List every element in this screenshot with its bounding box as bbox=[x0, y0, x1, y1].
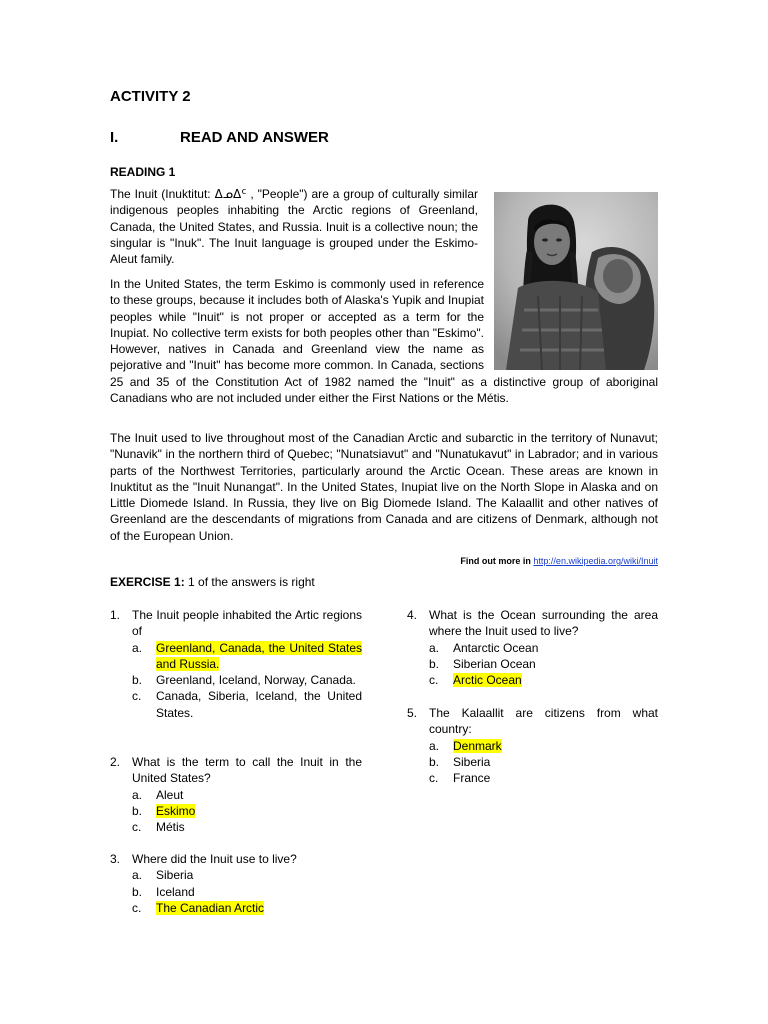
question-1 bbox=[110, 607, 362, 721]
answer-option bbox=[407, 656, 658, 672]
activity-title: ACTIVITY 2 bbox=[110, 88, 191, 105]
question-number: 3. bbox=[110, 852, 121, 866]
reading-title: READING 1 bbox=[110, 165, 176, 179]
answer-options bbox=[110, 787, 362, 836]
option-text-highlighted: Eskimo bbox=[156, 803, 196, 818]
option-letter: a. bbox=[132, 787, 143, 802]
option-text: Aleut bbox=[156, 787, 184, 802]
question-text: What is the term to call the Inuit in the United States? bbox=[132, 755, 362, 786]
option-text: France bbox=[453, 771, 491, 786]
answer-options bbox=[110, 640, 362, 721]
question-text: Where did the Inuit use to live? bbox=[132, 852, 297, 866]
option-text-highlighted: The Canadian Arctic bbox=[156, 900, 265, 915]
answer-option bbox=[110, 787, 362, 803]
answer-option bbox=[110, 688, 362, 721]
answer-option bbox=[407, 738, 658, 754]
answer-option bbox=[110, 900, 362, 916]
option-letter: b. bbox=[132, 803, 143, 818]
answer-options bbox=[110, 867, 362, 916]
answer-option bbox=[407, 770, 658, 786]
question-4 bbox=[407, 607, 658, 688]
option-text: Antarctic Ocean bbox=[453, 640, 539, 655]
option-letter: c. bbox=[429, 673, 439, 688]
question-5 bbox=[407, 705, 658, 786]
option-letter: a. bbox=[132, 868, 143, 883]
answer-option bbox=[407, 640, 658, 656]
source-prefix: Find out more in bbox=[460, 556, 534, 566]
option-text: Greenland, Iceland, Norway, Canada. bbox=[156, 673, 356, 688]
answer-option bbox=[110, 803, 362, 819]
answer-option bbox=[110, 884, 362, 900]
answer-options bbox=[407, 738, 658, 787]
reading-paragraph-2 bbox=[110, 276, 658, 406]
option-letter: c. bbox=[429, 771, 439, 786]
option-text-highlighted: Greenland, Canada, the United States and Russia. bbox=[156, 640, 362, 671]
option-letter: c. bbox=[132, 820, 142, 835]
option-letter: b. bbox=[429, 656, 440, 671]
exercise-label: EXERCISE 1: bbox=[110, 575, 185, 589]
source-link[interactable]: http://en.wikipedia.org/wiki/Inuit bbox=[533, 556, 658, 566]
question-text: The Inuit people inhabited the Artic regions of bbox=[132, 608, 362, 639]
section-number: I. bbox=[110, 129, 119, 146]
option-text: Siberia bbox=[453, 754, 491, 769]
answer-option bbox=[407, 672, 658, 688]
question-number: 4. bbox=[407, 608, 418, 622]
option-text: Métis bbox=[156, 820, 185, 835]
answer-option bbox=[407, 754, 658, 770]
option-letter: c. bbox=[132, 900, 142, 915]
section-heading bbox=[110, 129, 329, 146]
question-text: The Kalaallit are citizens from what country: bbox=[429, 706, 658, 737]
option-text: Iceland bbox=[156, 884, 195, 899]
question-2 bbox=[110, 754, 362, 835]
option-letter: b. bbox=[429, 754, 440, 769]
reading-paragraph-3: The Inuit used to live throughout most of the Canadian Arctic and subarctic in the territory of Nunavut; "Nunavik" in the northern third of Quebec; "Nunatsiavut" and "Nunatukavut" in Labrador; and in various parts of the Northwest Territories, particularly around the Arctic Ocean. These areas are known in Inuktitut as the "Inuit Nunangat". In the United States, Inupiat live on the North Slope in Alaska and on Little Diomede Island. In Russia, they live on Big Diomede Island. The Kalaallit and other natives of Greenland are the descendants of migrations from Canada and are citizens of Denmark, although not of the European Union. bbox=[110, 431, 658, 543]
exercise-heading bbox=[110, 575, 315, 589]
reading-paragraph-2-text: In the United States, the term Eskimo is commonly used in reference to these groups, because it includes both of Alaska's Yupik and Inupiat peoples while "Inuit" is not proper or accepted as a term for the Inupiat. No collective term exists for both peoples other than "Eskimo". However, natives in Canada and Greenland view the name as pejorative and "Inuit" has become more common. In Canada, sections 25 and 35 of the Constitution Act of 1982 named the "Inuit" as a distinctive group of aboriginal Canadians who are not included under either the First Nations or the Métis. bbox=[110, 277, 658, 406]
question-3 bbox=[110, 851, 362, 916]
reading-paragraph-1: The Inuit (Inuktitut: ᐃᓄᐃᑦ , "People") are a group of culturally similar indigenous peoples inhabiting the Arctic regions of Greenland, Canada, the United States, and Russia. Inuit is a collective noun; the singular is "Inuk". The Inuit language is grouped under the Eskimo-Aleut family. bbox=[110, 187, 478, 267]
option-letter: b. bbox=[132, 884, 143, 899]
option-letter: a. bbox=[429, 640, 440, 655]
option-text: Canada, Siberia, Iceland, the United States. bbox=[156, 689, 362, 720]
source-note bbox=[110, 556, 658, 566]
option-letter: a. bbox=[132, 640, 143, 655]
answer-option bbox=[110, 867, 362, 883]
exercise-instruction: 1 of the answers is right bbox=[184, 575, 315, 589]
question-text: What is the Ocean surrounding the area where the Inuit used to live? bbox=[429, 608, 658, 639]
section-title: READ AND ANSWER bbox=[180, 129, 329, 146]
answer-options bbox=[407, 640, 658, 689]
answer-option bbox=[110, 672, 362, 688]
option-text-highlighted: Arctic Ocean bbox=[453, 673, 522, 688]
option-letter: a. bbox=[429, 738, 440, 753]
option-text-highlighted: Denmark bbox=[453, 738, 502, 753]
option-text: Siberia bbox=[156, 868, 194, 883]
question-number: 5. bbox=[407, 706, 418, 720]
question-number: 2. bbox=[110, 755, 121, 769]
question-number: 1. bbox=[110, 608, 121, 622]
answer-option bbox=[110, 640, 362, 673]
option-letter: c. bbox=[132, 689, 142, 704]
option-text: Siberian Ocean bbox=[453, 656, 536, 671]
answer-option bbox=[110, 819, 362, 835]
option-letter: b. bbox=[132, 673, 143, 688]
